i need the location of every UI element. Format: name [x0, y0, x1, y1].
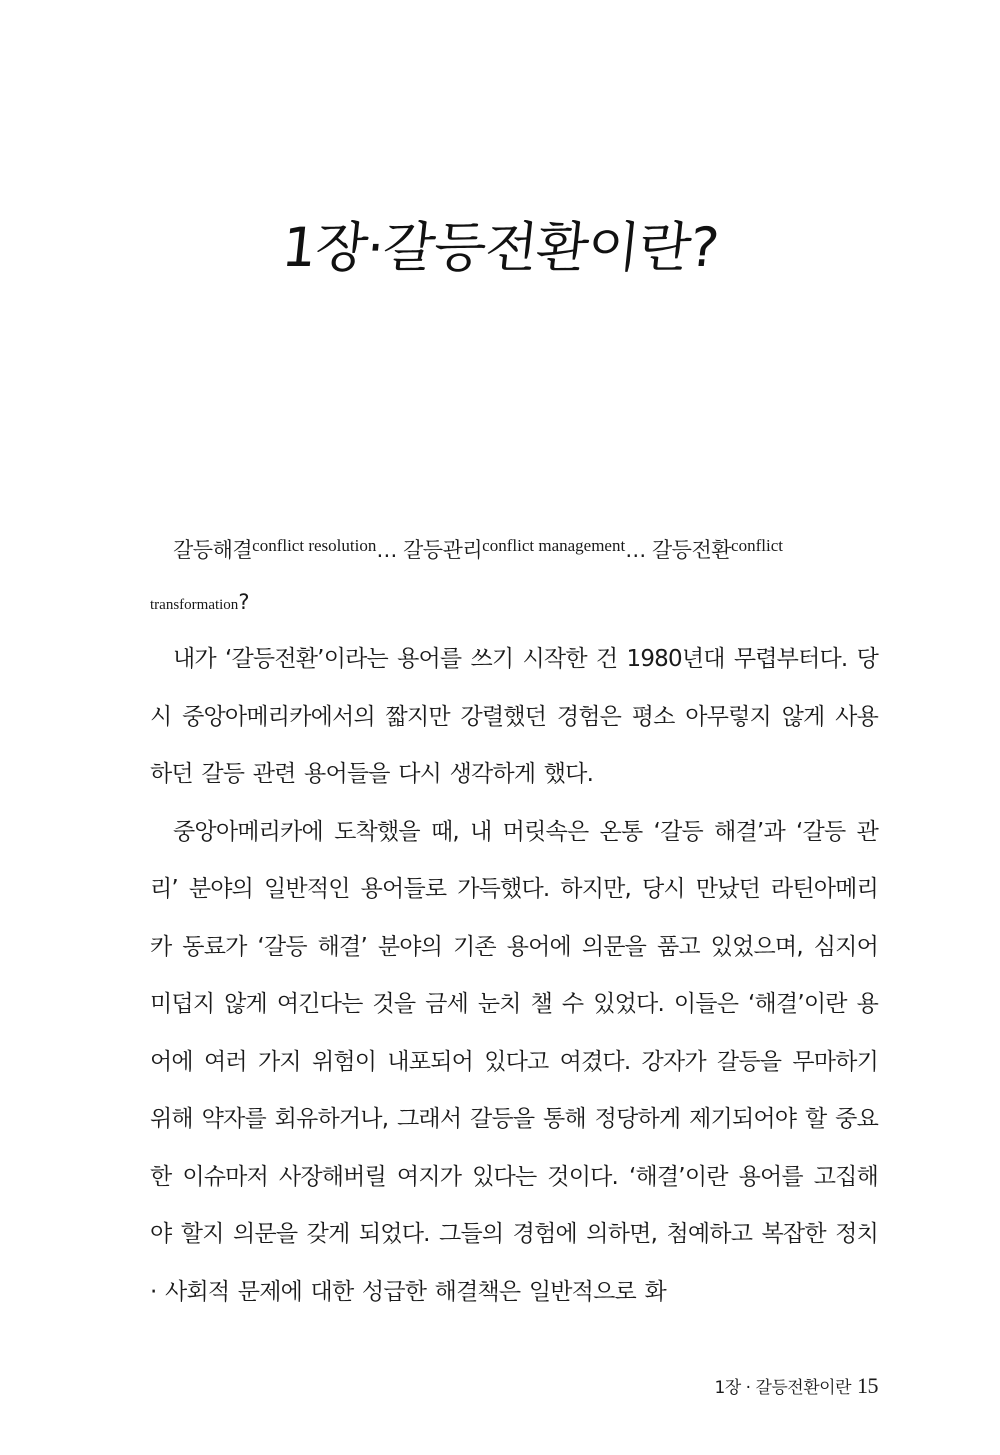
page-number: 15 [857, 1373, 878, 1398]
term-ko-resolution: 갈등해결 [173, 538, 253, 562]
term-ko-transformation: 갈등전환 [651, 538, 732, 562]
term-en-resolution: conflict resolution [252, 536, 377, 555]
intro-terms [150, 520, 878, 631]
term-en-transformation-a: conflict [731, 536, 783, 555]
paragraph-2: 중앙아메리카에 도착했을 때, 내 머릿속은 온통 ‘갈등 해결’과 ‘갈등 관리’ 분야의 일반적인 용어들로 가득했다. 하지만, 당시 만났던 라틴아메리카 동료가 ‘갈등 해결’ 분야의 기존 용어에 의문을 품고 있었으며, 심지어 미덥지 않게 여긴다는 것을 금세 눈치 챌 수 있었다. 이들은 ‘해결’이란 용어에 여러 가지 위험이 내포되어 있다고 여겼다. 강자가 갈등을 무마하기 위해 약자를 회유하거나, 그래서 갈등을 통해 정당하게 제기되어야 할 중요한 이슈마저 사장해버릴 여지가 있다는 것이다. ‘해결’이란 용어를 고집해야 할지 의문을 갖게 되었다. 그들의 경험에 의하면, 첨예하고 복잡한 정치 · 사회적 문제에 대한 성급한 해결책은 일반적으로 화 [150, 818, 878, 1305]
paragraph-1: 내가 ‘갈등전환’이라는 용어를 쓰기 시작한 건 1980년대 무렵부터다. 당시 중앙아메리카에서의 짧지만 강렬했던 경험은 평소 아무렇지 않게 사용하던 갈등 관련 용어들을 다시 생각하게 했다. [150, 646, 878, 787]
page-footer [715, 1373, 878, 1399]
chapter-title: 1장·갈등전환이란? [279, 216, 722, 280]
term-en-management: conflict management [482, 536, 626, 555]
ellipsis-1: … [376, 538, 404, 562]
ellipsis-2: … [625, 538, 652, 562]
question-mark: ? [238, 590, 249, 614]
term-en-transformation-b: transformation [150, 597, 239, 613]
running-title: 1장 · 갈등전환이란 [714, 1378, 851, 1398]
body-text [150, 520, 878, 1321]
term-ko-management: 갈등관리 [403, 538, 483, 562]
